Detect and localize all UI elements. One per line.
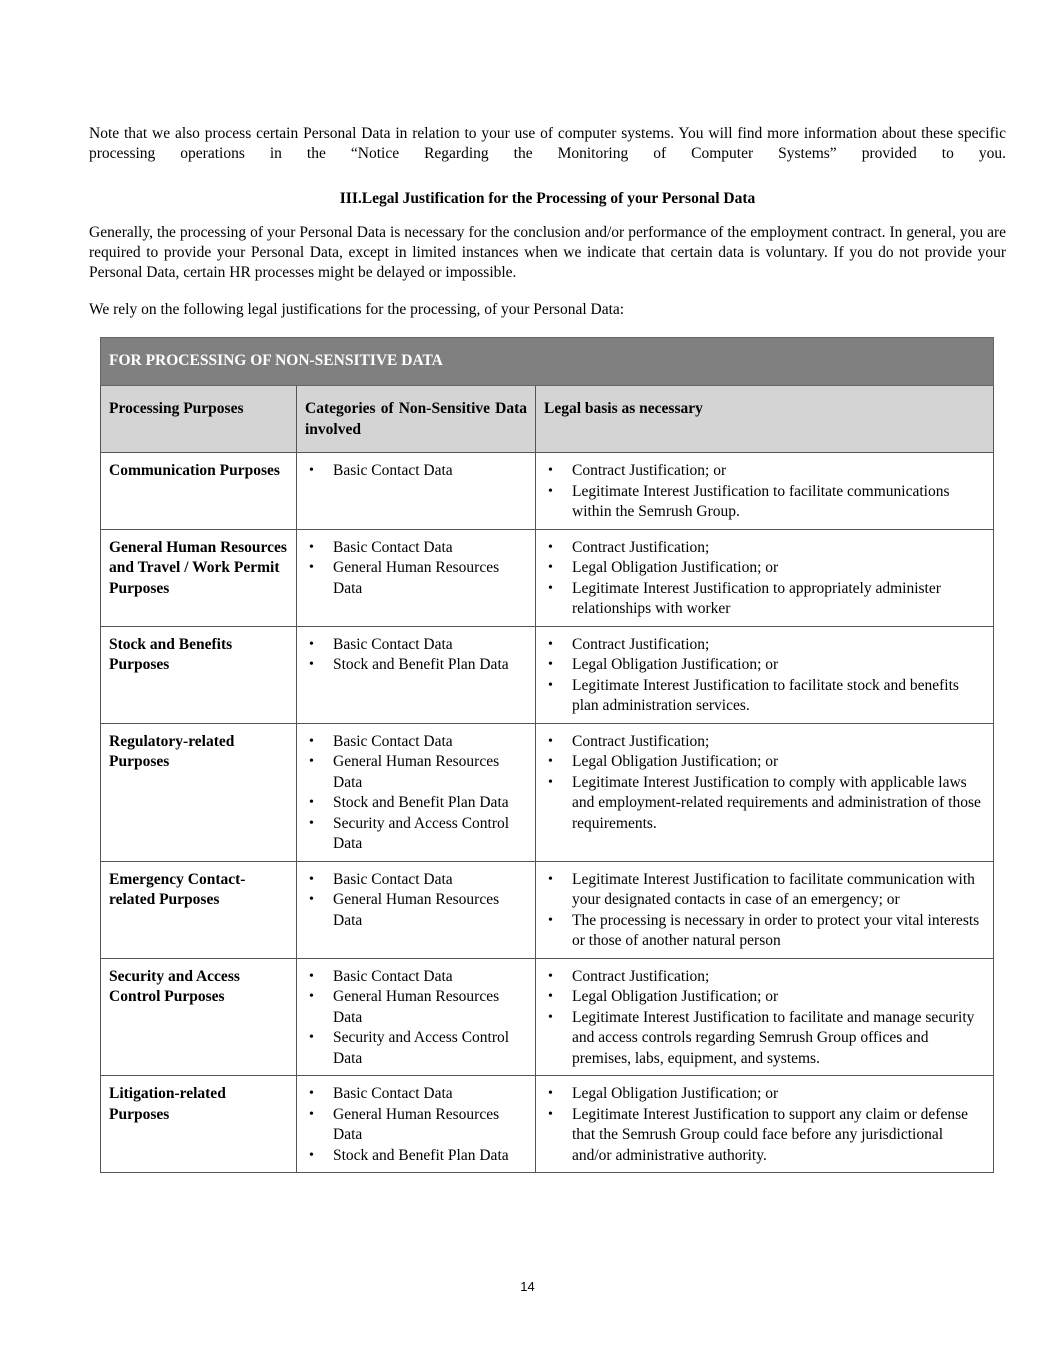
legal-basis-item: • Contract Justification; (544, 967, 985, 988)
data-categories-cell (297, 626, 536, 723)
data-categories-cell (297, 529, 536, 626)
legal-basis-list (544, 1084, 985, 1166)
category-item: • General Human Resources Data (305, 890, 527, 931)
category-item: • Security and Access Control Data (305, 814, 527, 855)
legal-basis-list (544, 635, 985, 717)
category-item: • Security and Access Control Data (305, 1028, 527, 1069)
categories-list (305, 635, 527, 676)
table-row (101, 1076, 994, 1173)
table-banner: FOR PROCESSING OF NON-SENSITIVE DATA (101, 338, 994, 386)
table-row (101, 723, 994, 861)
generally-paragraph: Generally, the processing of your Personal Data is necessary for the conclusion and/or performance of the employment contract. In general, you are required to provide your Personal Data, except in limited instances when we indicate that certain data is voluntary. If you do not provide your Personal Data, certain HR processes might be delayed or impossible. (89, 224, 1006, 281)
processing-purpose-cell: Stock and Benefits Purposes (101, 626, 297, 723)
category-item: • Basic Contact Data (305, 538, 527, 559)
legal-basis-item: • Legal Obligation Justification; or (544, 987, 985, 1008)
legal-basis-list (544, 732, 985, 835)
legal-basis-cell (536, 861, 994, 958)
legal-basis-item: • Legal Obligation Justification; or (544, 655, 985, 676)
legal-basis-item: • The processing is necessary in order to protect your vital interests or those of another natural person (544, 911, 985, 952)
table-row (101, 958, 994, 1076)
table-row (101, 453, 994, 530)
category-item: • Basic Contact Data (305, 635, 527, 656)
legal-basis-list (544, 538, 985, 620)
processing-purpose-cell: Communication Purposes (101, 453, 297, 530)
categories-list (305, 461, 527, 482)
categories-list (305, 538, 527, 600)
legal-basis-cell (536, 626, 994, 723)
processing-purpose-cell: General Human Resources and Travel / Work Permit Purposes (101, 529, 297, 626)
legal-basis-item: • Legitimate Interest Justification to comply with applicable laws and employment-related requirements and administration of those requirements. (544, 773, 985, 835)
legal-basis-item: • Legitimate Interest Justification to appropriately administer relationships with worker (544, 579, 985, 620)
legal-basis-item: • Contract Justification; (544, 635, 985, 656)
processing-purpose-cell: Litigation-related Purposes (101, 1076, 297, 1173)
category-item: • Basic Contact Data (305, 1084, 527, 1105)
legal-basis-item: • Legitimate Interest Justification to facilitate stock and benefits plan administration services. (544, 676, 985, 717)
category-item: • Stock and Benefit Plan Data (305, 793, 527, 814)
data-categories-cell (297, 723, 536, 861)
categories-list (305, 732, 527, 855)
legal-basis-item: • Legitimate Interest Justification to support any claim or defense that the Semrush Group could face before any jurisdictional and/or administrative authority. (544, 1105, 985, 1167)
table-row (101, 861, 994, 958)
legal-basis-list (544, 870, 985, 952)
monitoring-note-paragraph: Note that we also process certain Personal Data in relation to your use of computer systems. You will find more information about these specific processing operations in the “Notice Regarding the Monitoring of Computer Systems” provided to you. (89, 125, 1006, 162)
legal-basis-list (544, 461, 985, 523)
table-row (101, 529, 994, 626)
data-categories-cell (297, 453, 536, 530)
category-item: • Stock and Benefit Plan Data (305, 1146, 527, 1167)
legal-basis-list (544, 967, 985, 1070)
category-item: • General Human Resources Data (305, 987, 527, 1028)
legal-basis-item: • Legal Obligation Justification; or (544, 752, 985, 773)
category-item: • Basic Contact Data (305, 732, 527, 753)
legal-basis-item: • Legitimate Interest Justification to facilitate and manage security and access controls regarding Semrush Group offices and premises, labs, equipment, and systems. (544, 1008, 985, 1070)
category-item: • General Human Resources Data (305, 752, 527, 793)
processing-purpose-cell: Regulatory-related Purposes (101, 723, 297, 861)
header-categories: Categories of Non-Sensitive Data involved (297, 386, 536, 453)
processing-purpose-cell: Security and Access Control Purposes (101, 958, 297, 1076)
section-heading: III.Legal Justification for the Processing of your Personal Data (339, 190, 756, 207)
legal-basis-cell (536, 529, 994, 626)
table-banner-row (101, 338, 994, 386)
legal-basis-item: • Legitimate Interest Justification to facilitate communication with your designated contacts in case of an emergency; or (544, 870, 985, 911)
category-item: • Basic Contact Data (305, 967, 527, 988)
rely-on-paragraph: We rely on the following legal justifications for the processing, of your Personal Data: (89, 301, 625, 318)
legal-basis-item: • Contract Justification; or (544, 461, 985, 482)
legal-basis-item: • Contract Justification; (544, 732, 985, 753)
legal-basis-item: • Legal Obligation Justification; or (544, 558, 985, 579)
processing-purpose-cell: Emergency Contact-related Purposes (101, 861, 297, 958)
legal-basis-cell (536, 723, 994, 861)
legal-basis-cell (536, 1076, 994, 1173)
categories-list (305, 967, 527, 1070)
legal-justification-table (100, 337, 994, 1173)
category-item: • General Human Resources Data (305, 1105, 527, 1146)
data-categories-cell (297, 861, 536, 958)
legal-basis-item: • Legitimate Interest Justification to facilitate communications within the Semrush Group. (544, 482, 985, 523)
legal-basis-cell (536, 958, 994, 1076)
legal-basis-item: • Legal Obligation Justification; or (544, 1084, 985, 1105)
categories-list (305, 1084, 527, 1166)
page-number: 14 (520, 1279, 535, 1294)
header-legal-basis: Legal basis as necessary (536, 386, 994, 453)
category-item: • General Human Resources Data (305, 558, 527, 599)
category-item: • Basic Contact Data (305, 461, 527, 482)
table-row (101, 626, 994, 723)
data-categories-cell (297, 958, 536, 1076)
table-header-row (101, 386, 994, 453)
legal-basis-cell (536, 453, 994, 530)
legal-basis-item: • Contract Justification; (544, 538, 985, 559)
header-processing-purposes: Processing Purposes (101, 386, 297, 453)
category-item: • Basic Contact Data (305, 870, 527, 891)
category-item: • Stock and Benefit Plan Data (305, 655, 527, 676)
data-categories-cell (297, 1076, 536, 1173)
categories-list (305, 870, 527, 932)
